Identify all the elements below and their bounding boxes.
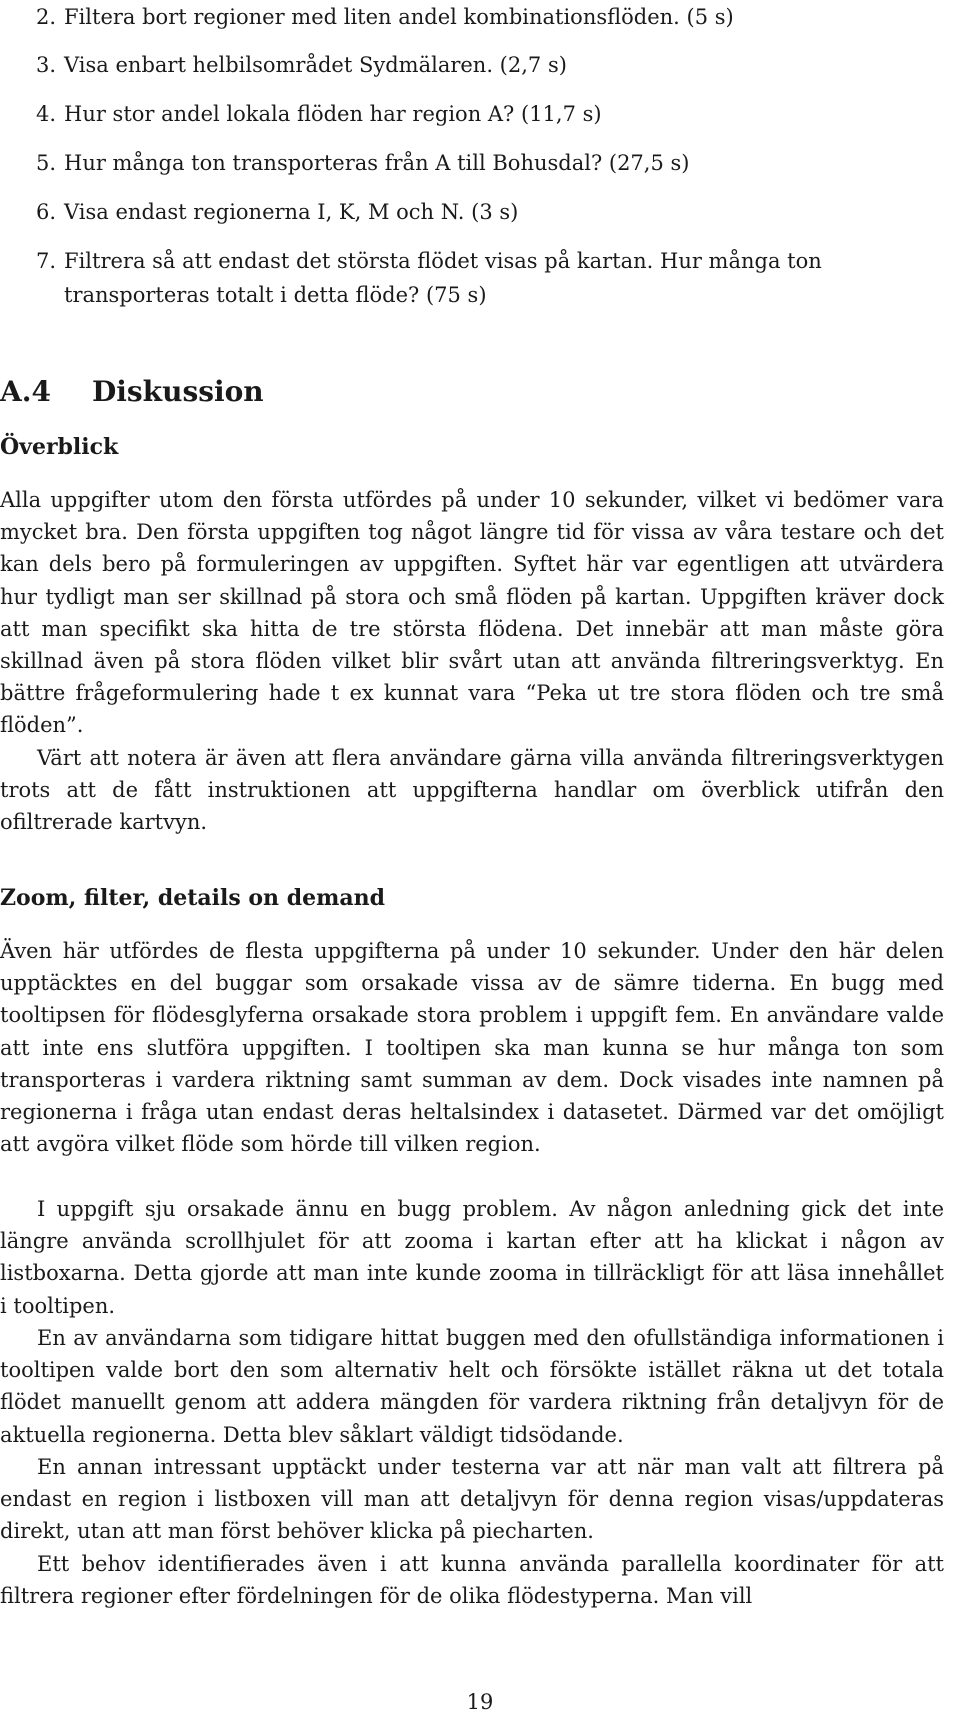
list-item-number: 5. (36, 151, 57, 175)
section-heading (0, 375, 264, 408)
list-item-number: 7. (36, 249, 57, 273)
list-item-text: Filtrera så att endast det största flödet visas på kartan. Hur många ton transporteras totalt i detta flöde? (75 s) (64, 249, 822, 307)
list-item-text: Visa endast regionerna I, K, M och N. (3 s) (64, 200, 519, 224)
paragraph: En annan intressant upptäckt under testerna var att när man valt att filtrera på endast en region i listboxen vill man att detaljvyn för denna region visas/uppdateras direkt, utan att man först behöver klicka på piecharten. (0, 1455, 944, 1544)
page-number: 19 (466, 1690, 494, 1714)
paragraph: Ett behov identifierades även i att kunna använda parallella koordinater för att filtrera regioner efter fördelningen för de olika flödestyperna. Man vill (0, 1552, 944, 1609)
subsection-heading-overview: Överblick (0, 434, 119, 460)
paragraph: Även här utfördes de flesta uppgifterna på under 10 sekunder. Under den här delen upptäcktes en del buggar som orsakade vissa av de sämre tiderna. En bugg med tooltipsen för flödesglyferna orsakade stora problem i uppgift fem. En användare valde att inte ens slutföra uppgiften. I tooltipen ska man kunna se hur många ton som transporteras i vardera riktning samt summan av dem. Dock visades inte namnen på regionerna i fråga utan endast deras heltalsindex i datasetet. Därmed var det omöjligt att avgöra vilket flöde som hörde till vilken region. (0, 939, 944, 1157)
list-item-text: Hur stor andel lokala flöden har region A? (11,7 s) (64, 102, 602, 126)
section-number: A.4 (0, 375, 51, 408)
list-item-text: Hur många ton transporteras från A till Bohusdal? (27,5 s) (64, 151, 690, 175)
list-item-number: 6. (36, 200, 57, 224)
paragraph: Alla uppgifter utom den första utfördes på under 10 sekunder, vilket vi bedömer vara mycket bra. Den första uppgiften tog något längre tid för vissa av våra testare och det kan dels bero på formuleringen av uppgiften. Syftet här var egentligen att utvärdera hur tydligt man ser skillnad på stora och små flöden på kartan. Uppgiften kräver dock att man specifikt ska hitta de tre största flödena. Det innebär att man måste göra skillnad även på stora flöden vilket blir svårt utan att använda filtreringsverktyg. En bättre frågeformulering hade t ex kunnat vara “Peka ut tre stora flöden och tre små flöden”. (0, 488, 944, 738)
list-item-number: 4. (36, 102, 57, 126)
paragraph: I uppgift sju orsakade ännu en bugg problem. Av någon anledning gick det inte längre använda scrollhjulet för att zooma i kartan efter att ha klickat i någon av listboxarna. Detta gjorde att man inte kunde zooma in tillräckligt för att läsa innehållet i tooltipen. (0, 1197, 944, 1318)
subsection-heading-zoom-filter: Zoom, filter, details on demand (0, 885, 385, 911)
paragraph: Värt att notera är även att flera användare gärna villa använda filtreringsverktygen trots att de fått instruktionen att uppgifterna handlar om överblick utifrån den ofiltrerade kartvyn. (0, 746, 944, 835)
list-item-number: 3. (36, 53, 57, 77)
list-item-number: 2. (36, 5, 57, 29)
list-item-text: Visa enbart helbilsområdet Sydmälaren. (2,7 s) (64, 53, 567, 77)
section-title: Diskussion (92, 375, 264, 408)
paragraph: En av användarna som tidigare hittat buggen med den ofullständiga informationen i tooltipen valde bort den som alternativ helt och försökte istället räkna ut det totala flödet manuellt genom att addera mängden för vardera riktning från detaljvyn för de aktuella regionerna. Detta blev såklart väldigt tidsödande. (0, 1326, 944, 1447)
list-item-text: Filtera bort regioner med liten andel kombinationsflöden. (5 s) (64, 5, 734, 29)
